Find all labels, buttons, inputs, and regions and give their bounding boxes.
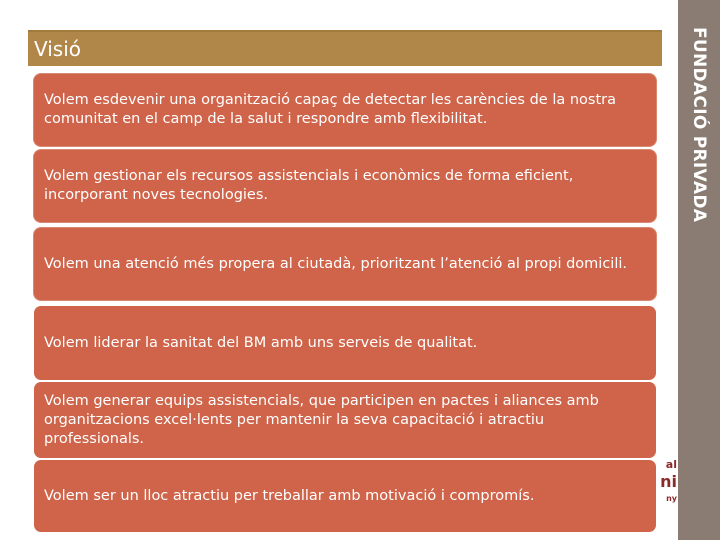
title-bar: [28, 30, 662, 66]
vision-item-6-text: Volem ser un lloc atractiu per treballar amb motivació i compromís.: [44, 487, 535, 504]
vision-item-3-text: Volem una atenció més propera al ciutadà, prioritzant l’atenció al propi domicili.: [44, 255, 627, 272]
slide-title: Visió: [34, 37, 82, 61]
side-label-text: FUNDACIÓ PRIVADA: [689, 27, 709, 223]
logo-fragment-1: al: [665, 458, 677, 471]
vision-item-3: [34, 228, 656, 300]
vision-item-1: [34, 74, 656, 146]
vision-item-2: [34, 150, 656, 222]
vision-item-4-text: Volem liderar la sanitat del BM amb uns serveis de qualitat.: [44, 334, 478, 351]
side-label: [678, 0, 720, 250]
partial-logo: [657, 456, 679, 516]
vision-item-5-text: Volem generar equips assistencials, que participen en pactes i aliances amb organitzacions excel·lents per mantenir la seva capacitació i atractiu professionals.: [44, 392, 599, 447]
logo-fragment-2: ni: [660, 472, 677, 491]
vision-item-1-text: Volem esdevenir una organització capaç de detectar les carències de la nostra comunitat en el camp de la salut i respondre amb flexibilitat.: [44, 92, 616, 127]
vision-item-5: [34, 382, 656, 458]
vision-item-2-text: Volem gestionar els recursos assistencials i econòmics de forma eficient, incorporant noves tecnologies.: [44, 168, 574, 203]
logo-fragment-3: ny: [666, 494, 677, 503]
vision-item-4: [34, 306, 656, 380]
vision-item-6: [34, 460, 656, 532]
